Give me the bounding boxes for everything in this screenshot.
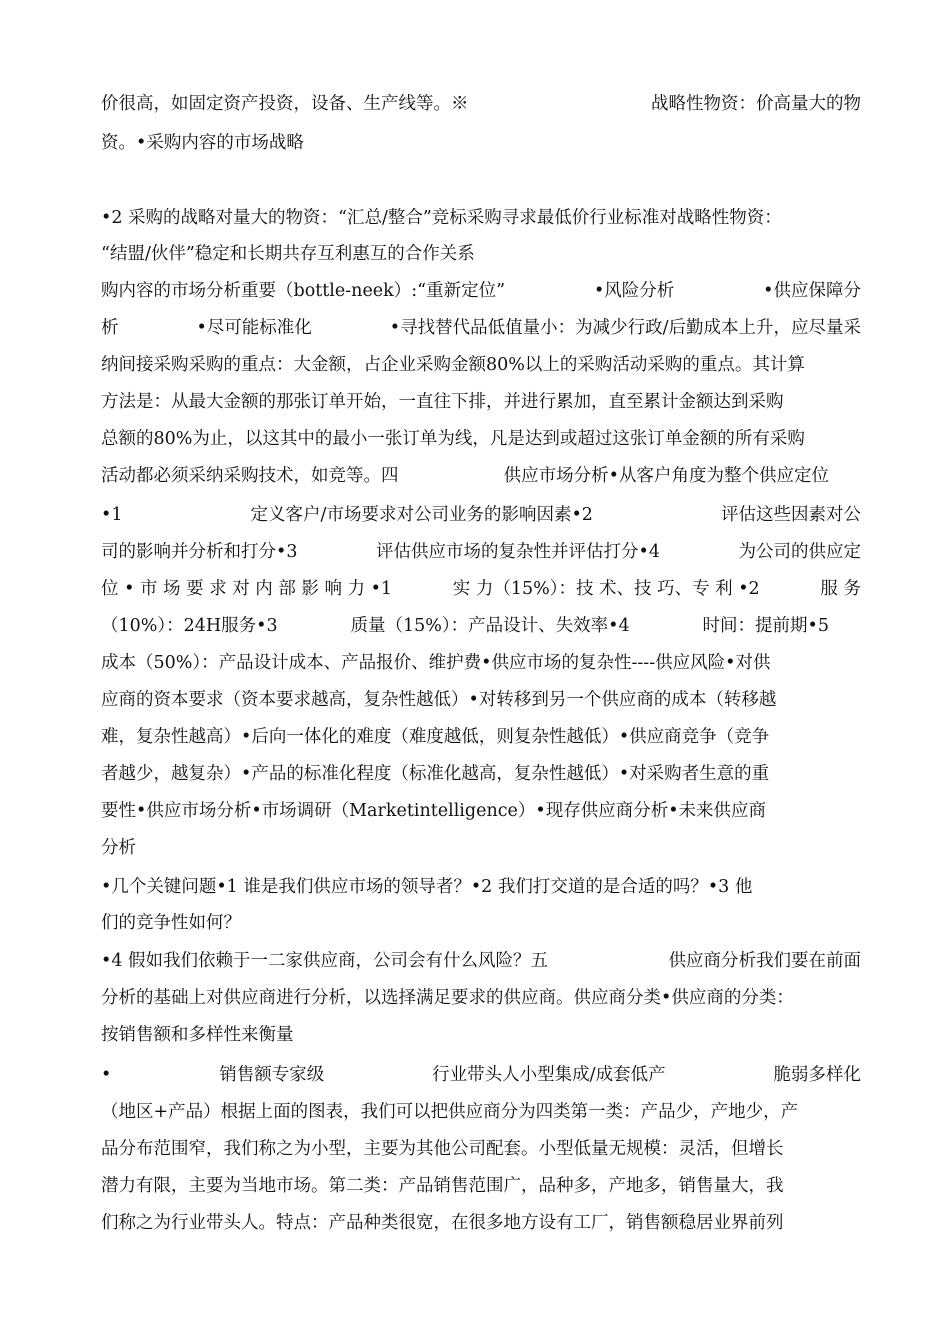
text-line (101, 762, 861, 786)
text-line (101, 427, 861, 451)
text-segment: （10%）：24H服务•3 (101, 616, 278, 636)
text-segment: 总额的80%为止，以这其中的最小一张订单为线，凡是达到或超过这张订单金额的所有采购 (101, 429, 805, 449)
text-segment: 评估这些因素对公 (720, 505, 861, 525)
text-segment: 析 (101, 318, 119, 338)
text-segment: 品分布范围窄，我们称之为小型，主要为其他公司配套。小型低量无规模：灵活，但增长 (101, 1139, 784, 1159)
text-line (101, 206, 861, 230)
text-line (101, 353, 861, 377)
text-segment: （地区+产品）根据上面的图表，我们可以把供应商分为四类第一类：产品少，产地少，产 (101, 1102, 799, 1122)
text-line (101, 651, 861, 675)
text-segment: 纳间接采购采购的重点：大金额，占企业采购金额80%以上的采购活动采购的重点。其计算 (101, 355, 805, 375)
text-segment: 成本（50%）：产品设计成本、产品报价、维护费•供应市场的复杂性----供应风险•对供 (101, 653, 771, 673)
text-segment: •寻找替代品低值量小：为减少行政/后勤成本上升，应尽量采 (389, 318, 861, 338)
text-line (101, 1023, 861, 1047)
text-line (101, 279, 861, 303)
text-line (101, 242, 861, 266)
text-line (101, 875, 861, 899)
text-line (101, 799, 861, 823)
text-line (101, 725, 861, 749)
text-segment: 要性•供应市场分析•市场调研（Marketintelligence）•现存供应商分析•未来供应商 (101, 801, 767, 821)
text-segment: • (101, 1065, 112, 1085)
text-segment: 时间：提前期•5 (702, 616, 829, 636)
text-line (101, 1174, 861, 1198)
text-segment: 难，复杂性越高）•后向一体化的难度（难度越低，则复杂性越低）•供应商竞争（竞争 (101, 727, 770, 747)
text-line (101, 316, 861, 340)
text-line (101, 614, 829, 638)
text-segment: 应商的资本要求（资本要求越高，复杂性越低）•对转移到另一个供应商的成本（转移越 (101, 690, 777, 710)
text-segment: 价很高，如固定资产投资，设备、生产线等。※ (101, 94, 469, 114)
text-segment: 服 务 (820, 579, 861, 599)
text-line (101, 949, 861, 973)
text-segment: 分析 (101, 838, 136, 858)
text-segment: •4 假如我们依赖于一二家供应商，公司会有什么风险？五 (101, 951, 549, 971)
text-segment: 实 力（15%）：技 术、技 巧、专 利 •2 (452, 579, 760, 599)
text-line (101, 1063, 861, 1087)
text-segment: 分析的基础上对供应商进行分析，以选择满足要求的供应商。供应商分类•供应商的分类： (101, 988, 794, 1008)
text-line (101, 577, 861, 601)
text-segment: 按销售额和多样性来衡量 (101, 1025, 294, 1045)
text-line (101, 836, 861, 860)
text-segment: “结盟/伙伴”稳定和长期共存互利惠互的合作关系 (101, 244, 475, 264)
text-segment: 活动都必须采纳采购技术，如竞等。四 (101, 466, 399, 486)
text-segment: 资。•采购内容的市场战略 (101, 133, 304, 153)
text-segment: 供应市场分析•从客户角度为整个供应定位 (503, 466, 829, 486)
text-segment: 潜力有限，主要为当地市场。第二类：产品销售范围广，品种多，产地多，销售量大，我 (101, 1176, 784, 1196)
text-segment: 定义客户/市场要求对公司业务的影响因素•2 (250, 505, 593, 525)
text-segment: 为公司的供应定 (738, 542, 861, 562)
text-segment: 销售额专家级 (219, 1065, 325, 1085)
text-segment: •2 采购的战略对量大的物资：“汇总/整合”竞标采购寻求最低价行业标准对战略性物资： (101, 208, 782, 228)
text-line (101, 540, 861, 564)
text-line (101, 131, 861, 155)
text-segment: 脆弱多样化 (773, 1065, 861, 1085)
text-line (101, 688, 861, 712)
text-segment: •尽可能标准化 (196, 318, 312, 338)
text-line (101, 1100, 861, 1124)
text-segment: 行业带头人小型集成/成套低产 (432, 1065, 666, 1085)
text-segment: 方法是：从最大金额的那张订单开始，一直往下排，并进行累加，直至累计金额达到采购 (101, 392, 784, 412)
text-line (101, 503, 861, 527)
text-line (101, 1211, 861, 1235)
text-line (101, 986, 861, 1010)
text-segment: 评估供应市场的复杂性并评估打分•4 (376, 542, 660, 562)
text-segment: •风险分析 (593, 281, 675, 301)
text-segment: 者越少，越复杂）•产品的标准化程度（标准化越高，复杂性越低）•对采购者生意的重 (101, 764, 770, 784)
text-segment: 们的竞争性如何？ (101, 913, 241, 933)
text-segment: 位 • 市 场 要 求 对 内 部 影 响 力 •1 (101, 579, 393, 599)
text-line (101, 911, 861, 935)
text-segment: •几个关键问题•1 谁是我们供应市场的领导者？•2 我们打交道的是合适的吗？•3 他 (101, 877, 753, 897)
text-segment: 们称之为行业带头人。特点：产品种类很宽，在很多地方设有工厂，销售额稳居业界前列 (101, 1213, 784, 1233)
text-line (101, 1137, 861, 1161)
text-segment: •1 (101, 505, 123, 525)
text-line (101, 464, 829, 488)
text-segment: •供应保障分 (763, 281, 861, 301)
text-segment: 质量（15%）：产品设计、失效率•4 (350, 616, 630, 636)
text-segment: 战略性物资：价高量大的物 (651, 94, 861, 114)
text-segment: 供应商分析我们要在前面 (668, 951, 861, 971)
text-line (101, 92, 861, 116)
text-segment: 司的影响并分析和打分•3 (101, 542, 298, 562)
text-line (101, 390, 861, 414)
text-segment: 购内容的市场分析重要（bottle-neek）:“重新定位” (101, 281, 506, 301)
